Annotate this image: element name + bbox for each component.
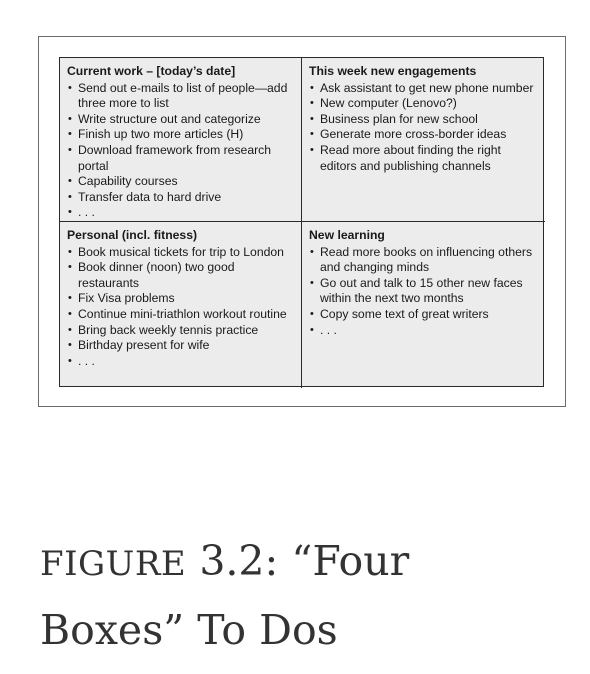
box-title: Personal (incl. fitness) bbox=[67, 228, 198, 242]
list-item: • . . . bbox=[67, 205, 295, 221]
list-item: • Finish up two more articles (H) bbox=[67, 127, 295, 143]
box-title: This week new engagements bbox=[309, 64, 477, 78]
figure-caption-text: 3.2: “Four Boxes” To Dos bbox=[40, 537, 410, 654]
box-new-learning bbox=[302, 222, 545, 388]
box-current-work bbox=[60, 58, 302, 222]
todo-list bbox=[309, 81, 539, 175]
list-item: • Send out e-mails to list of people—add three more to list bbox=[67, 81, 295, 112]
figure-label: FIGURE bbox=[40, 544, 187, 584]
list-item: • Fix Visa problems bbox=[67, 291, 295, 307]
list-item: • Write structure out and categorize bbox=[67, 112, 295, 128]
box-this-week bbox=[302, 58, 545, 222]
list-item: • Business plan for new school bbox=[309, 112, 539, 128]
todo-list bbox=[67, 245, 295, 370]
list-item: • Capability courses bbox=[67, 174, 295, 190]
figure-frame bbox=[38, 36, 566, 407]
box-title: New learning bbox=[309, 228, 385, 242]
list-item: • Read more books on influencing others and changing minds bbox=[309, 245, 539, 276]
list-item: • Book dinner (noon) two good restaurants bbox=[67, 260, 295, 291]
list-item: • Book musical tickets for trip to London bbox=[67, 245, 295, 261]
list-item: • . . . bbox=[309, 323, 539, 339]
list-item: • Birthday present for wife bbox=[67, 338, 295, 354]
list-item: • Bring back weekly tennis practice bbox=[67, 323, 295, 339]
list-item: • Read more about finding the right editors and publishing channels bbox=[309, 143, 539, 174]
four-boxes-grid bbox=[59, 57, 544, 387]
list-item: • Ask assistant to get new phone number bbox=[309, 81, 539, 97]
list-item: • Continue mini-triathlon workout routine bbox=[67, 307, 295, 323]
list-item: • . . . bbox=[67, 354, 295, 370]
list-item: • Copy some text of great writers bbox=[309, 307, 539, 323]
todo-list bbox=[67, 81, 295, 221]
box-personal bbox=[60, 222, 302, 388]
figure-caption bbox=[40, 528, 560, 663]
list-item: • Go out and talk to 15 other new faces within the next two months bbox=[309, 276, 539, 307]
list-item: • Download framework from research portal bbox=[67, 143, 295, 174]
box-title: Current work – [today’s date] bbox=[67, 64, 236, 78]
todo-list bbox=[309, 245, 539, 339]
list-item: • New computer (Lenovo?) bbox=[309, 96, 539, 112]
list-item: • Transfer data to hard drive bbox=[67, 190, 295, 206]
list-item: • Generate more cross-border ideas bbox=[309, 127, 539, 143]
